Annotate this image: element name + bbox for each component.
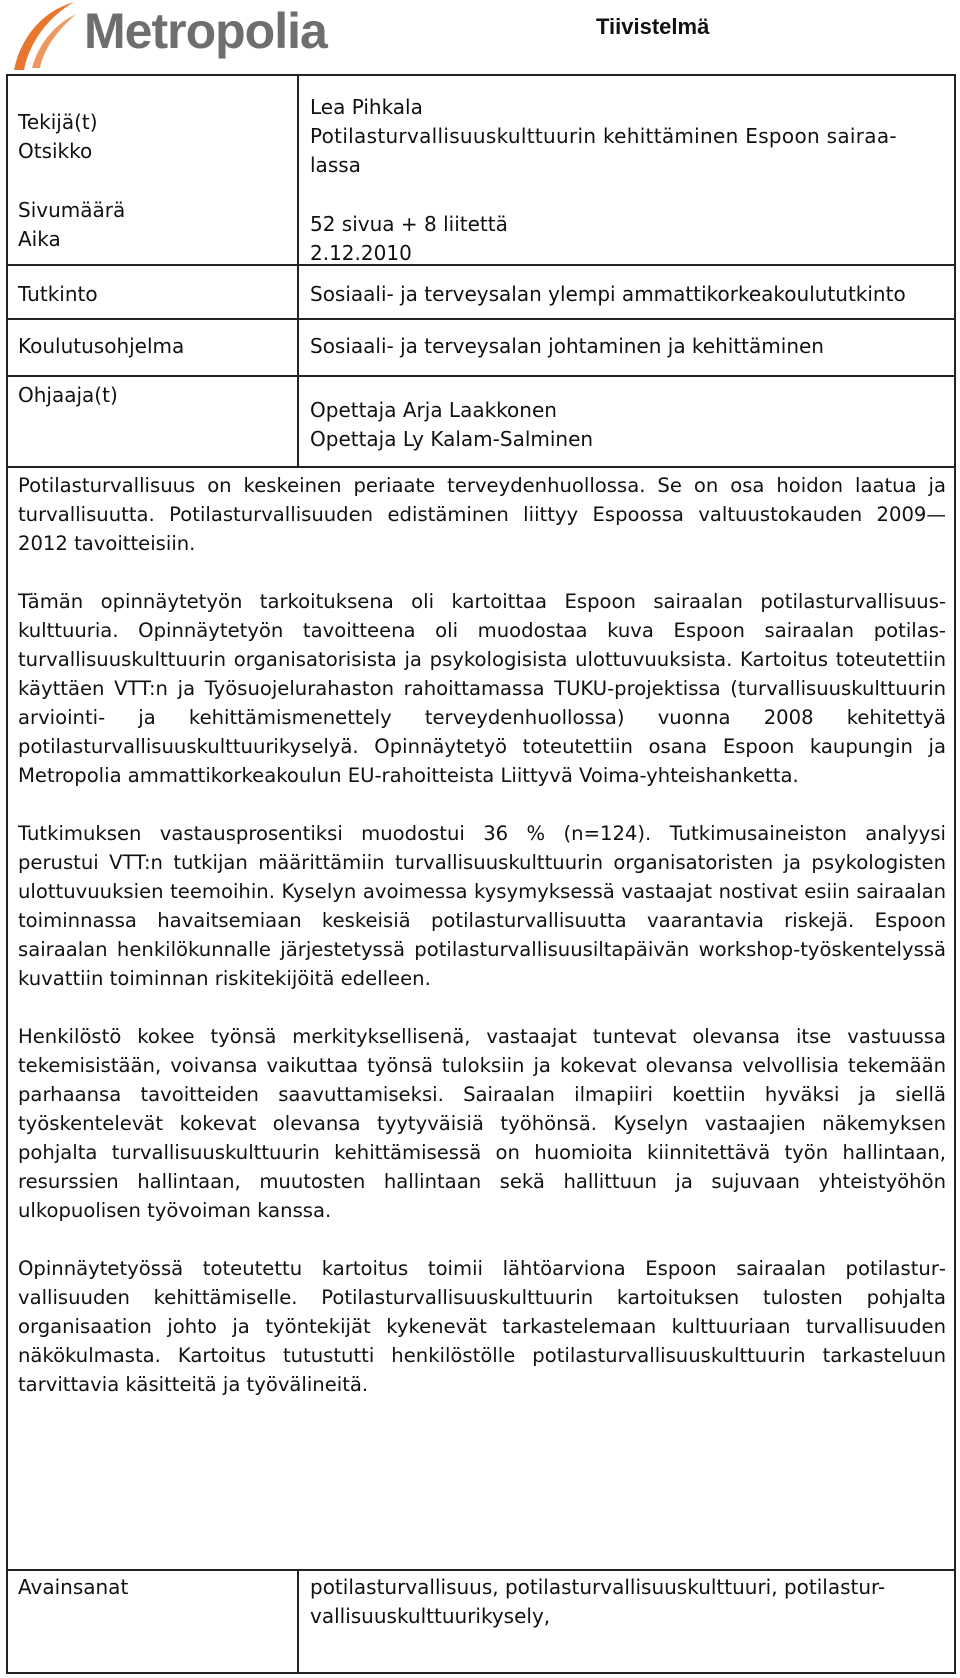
abstract-body — [18, 471, 946, 1428]
programme-value: Sosiaali- ja terveysalan johtaminen ja kehittäminen — [310, 334, 824, 358]
title-value-line2: lassa — [310, 153, 361, 177]
supervisor-value-1: Opettaja Arja Laakkonen — [310, 398, 557, 422]
logo-swoosh-icon — [10, 0, 82, 74]
document-type-title: Tiivistelmä — [596, 14, 710, 39]
pages-label: Sivumäärä — [18, 198, 126, 222]
meta-row-divider — [6, 375, 956, 377]
abstract-paragraph: Tutkimuksen vastausprosentiksi muodostui 36 % (n=124). Tutkimusaineiston analyysi perustui VTT:n tutkijan määrittämiin turvallisuuskulttuurin organisatoristen ja psykologisten ulottuvuuksien teemoihin. Kyselyn avoimessa kysymyksessä vastaajat nostivat esiin sairaalan toiminnassa havaitsemiaan keskeisiä potilasturvallisuutta vaarantavia riskejä. Espoon sairaalan henkilökunnalle järjestetyssä potilasturvallisuusiltapäivän workshop-työskentelyssä kuvattiin toiminnan riskitekijöitä edelleen. — [18, 822, 946, 990]
keywords-section-top — [6, 1569, 956, 1571]
keywords-value-line2: vallisuuskulttuurikysely, — [310, 1604, 551, 1628]
keywords-column-divider — [297, 1569, 299, 1674]
title-label: Otsikko — [18, 139, 93, 163]
meta-column-divider — [297, 74, 299, 468]
author-value: Lea Pihkala — [310, 95, 423, 119]
meta-row-divider — [6, 264, 956, 266]
degree-label: Tutkinto — [18, 282, 98, 306]
time-label: Aika — [18, 227, 61, 251]
abstract-paragraph: Henkilöstö kokee työnsä merkityksellisenä, vastaajat tuntevat olevansa itse vastuussa tekemisistään, voivansa vaikuttaa työnsä tuloksiin ja kokevat olevansa velvollisia tekemään parhaansa tavoitteiden saavuttamiseksi. Sairaalan ilmapiiri koettiin hyväksi ja siellä työskentelevät kokevat olevansa tyytyväisiä työhönsä. Kyselyn vastaajien näkemyksen pohjalta turvallisuuskulttuurin kehittämisessä on huomioita kiinnitettävä työn hallintaan, resurssien hallintaan, muutosten hallintaan sekä hallittuun ja sujuvaan yhteistyöhön ulkopuolisen työvoiman kanssa. — [18, 1025, 946, 1222]
pages-value: 52 sivua + 8 liitettä — [310, 212, 508, 236]
abstract-paragraph: Tämän opinnäytetyön tarkoituksena oli kartoittaa Espoon sairaalan potilasturvallisuuskulttuuria. Opinnäytetyön tavoitteena oli muodostaa kuva Espoon sairaalan potilasturvallisuuskulttuurin organisatorisista ja psykologisista ulottuvuuksista. Kartoitus toteutettiin käyttäen VTT:n ja Työsuojelurahaston rahoittamassa TUKU-projektissa (turvallisuuskulttuurin arviointi- ja kehittämismenettely terveydenhuollossa) vuonna 2008 kehitettyä potilasturvallisuuskulttuurikyselyä. Opinnäytetyö toteutettiin osana Espoon kaupungin ja Metropolia ammattikorkeakoulun EU-rahoitteista Liittyvä Voima-yhteishanketta. — [18, 590, 946, 787]
programme-label: Koulutusohjelma — [18, 334, 185, 358]
logo-wordmark: Metropolia — [84, 3, 327, 59]
meta-section-bottom — [6, 466, 956, 468]
keywords-value-line1: potilasturvallisuus, potilasturvallisuuskulttuuri, potilastur- — [310, 1575, 886, 1599]
supervisor-value-2: Opettaja Ly Kalam-Salminen — [310, 427, 594, 451]
meta-row-divider — [6, 318, 956, 320]
abstract-paragraph: Opinnäytetyössä toteutettu kartoitus toimii lähtöarviona Espoon sairaalan potilasturvallisuuden kehittämiselle. Potilasturvallisuuskulttuurin kartoituksen tulosten pohjalta organisaation johto ja työntekijät kykenevät tarkastelemaan kulttuuriaan turvallisuuden näkökulmasta. Kartoitus tutustutti henkilöstölle potilasturvallisuuskulttuurin tarkasteluun tarvittavia käsitteitä ja työvälineitä. — [18, 1257, 946, 1396]
degree-value: Sosiaali- ja terveysalan ylempi ammattikorkeakoulututkinto — [310, 282, 906, 306]
time-value: 2.12.2010 — [310, 241, 412, 265]
metropolia-logo — [10, 0, 340, 74]
author-label: Tekijä(t) — [18, 110, 98, 134]
abstract-paragraph: Potilasturvallisuus on keskeinen periaate terveydenhuollossa. Se on osa hoidon laatua ja turvallisuutta. Potilasturvallisuuden edistäminen liittyy Espoossa valtuustokauden 2009—2012 tavoitteisiin. — [18, 474, 946, 555]
keywords-label: Avainsanat — [18, 1575, 129, 1599]
title-value-line1: Potilasturvallisuuskulttuurin kehittäminen Espoon sairaa- — [310, 124, 897, 148]
supervisors-label: Ohjaaja(t) — [18, 383, 118, 407]
